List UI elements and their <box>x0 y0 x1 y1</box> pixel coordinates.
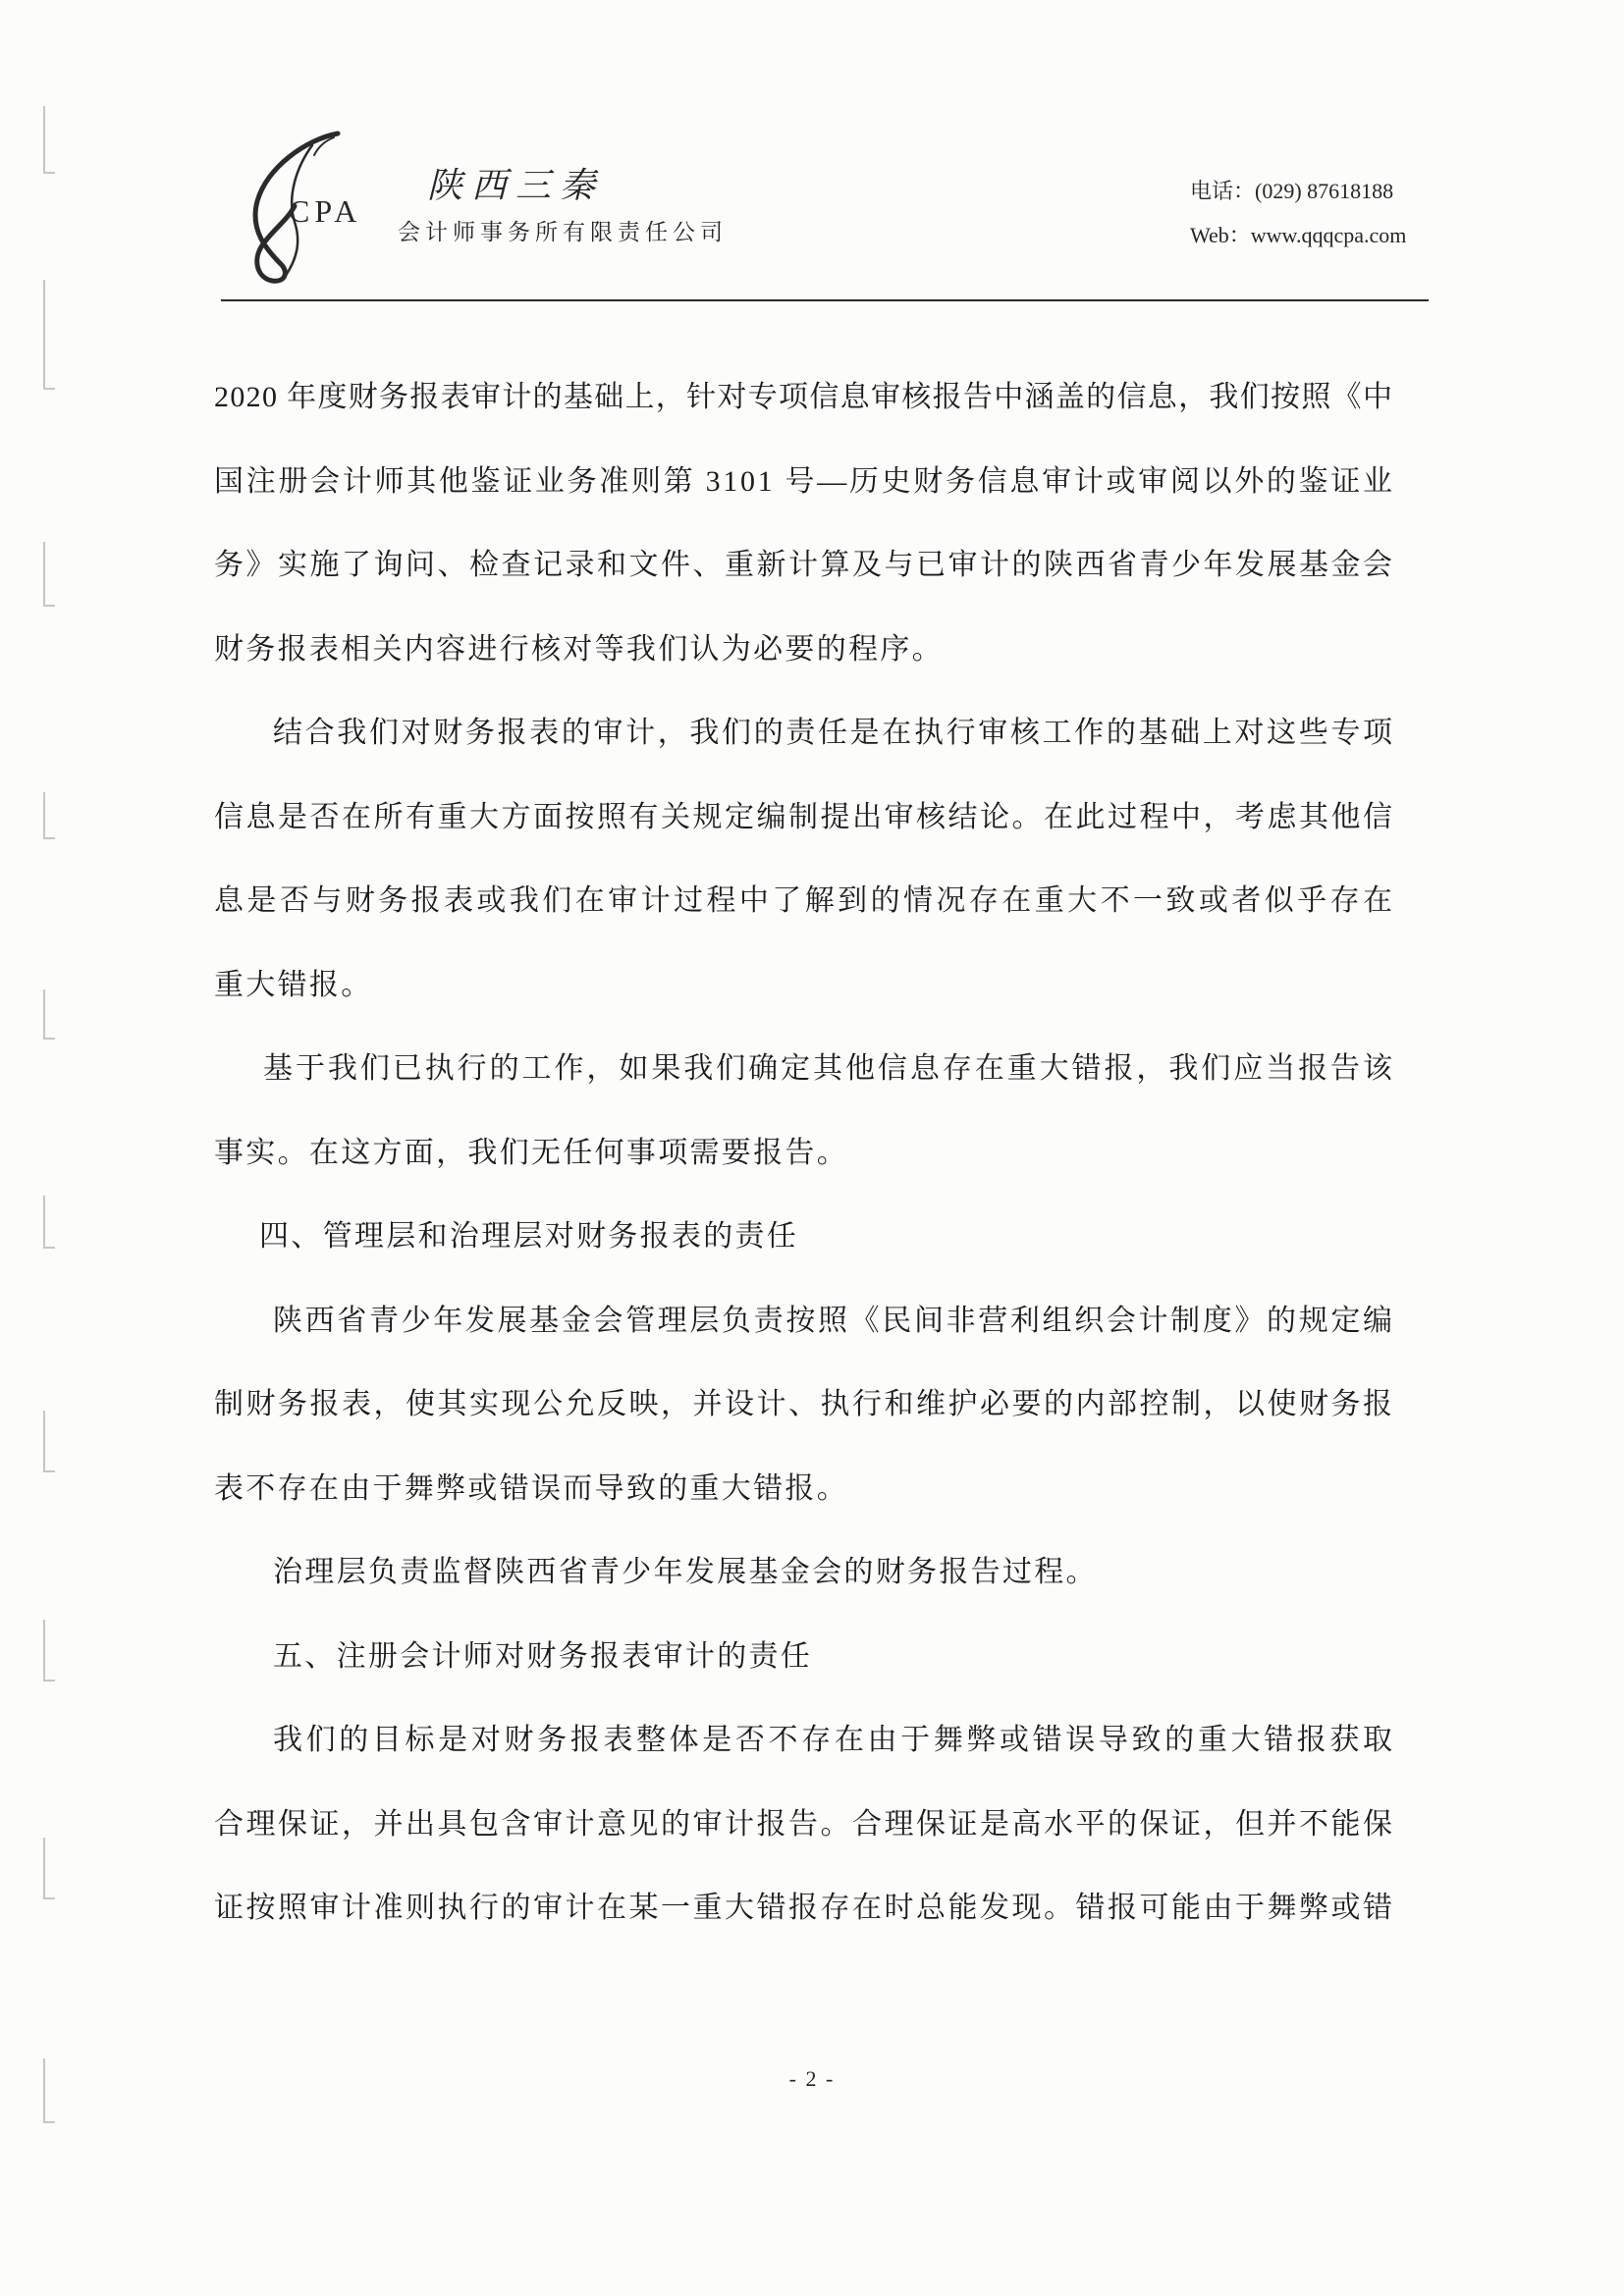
paragraph <box>214 1279 1395 1531</box>
website: Web：www.qqqcpa.com <box>1190 223 1407 247</box>
text-line: 制财务报表，使其实现公允反映，并设计、执行和维护必要的内部控制，以使财务报 <box>214 1388 1395 1420</box>
company-logo <box>228 128 390 285</box>
text-line: 证按照审计准则执行的审计在某一重大错报存在时总能发现。错报可能由于舞弊或错 <box>214 1892 1395 1924</box>
binding-mark <box>43 792 55 839</box>
text-line: 国注册会计师其他鉴证业务准则第 3101 号—历史财务信息审计或审阅以外的鉴证业 <box>214 464 1395 498</box>
binding-mark <box>43 1411 55 1472</box>
report-body <box>214 355 1396 1950</box>
paragraph <box>214 691 1396 1027</box>
text-line: 我们的目标是对财务报表整体是否不存在由于舞弊或错误导致的重大错报获取 <box>273 1724 1396 1756</box>
text-line: 陕西省青少年发展基金会管理层负责按照《民间非营利组织会计制度》的规定编 <box>273 1304 1395 1337</box>
binding-mark <box>43 1620 55 1682</box>
logo-lettering: CPA <box>289 193 362 229</box>
text-line: 治理层负责监督陕西省青少年发展基金会的财务报告过程。 <box>273 1556 1098 1588</box>
page-number: - 2 - <box>788 2066 836 2091</box>
text-line: 息是否与财务报表或我们在审计过程中了解到的情况存在重大不一致或者似乎存在 <box>214 884 1396 917</box>
text-line: 2020 年度财务报表审计的基础上，针对专项信息审核报告中涵盖的信息，我们按照《中 <box>214 381 1394 413</box>
text-line: 财务报表相关内容进行核对等我们认为必要的程序。 <box>214 632 944 666</box>
binding-mark <box>43 989 55 1040</box>
paragraph <box>214 1027 1395 1195</box>
paragraph <box>214 1698 1396 1950</box>
text-line: 表不存在由于舞弊或错误而导致的重大错报。 <box>214 1471 848 1505</box>
company-name: 陕西三秦 <box>427 166 605 205</box>
phone-number: 电话：(029) 87618188 <box>1190 179 1394 203</box>
text-line: 基于我们已执行的工作，如果我们确定其他信息存在重大错报，我们应当报告该 <box>263 1052 1395 1085</box>
text-line: 信息是否在所有重大方面按照有关规定编制提出审核结论。在此过程中，考虑其他信 <box>214 800 1395 833</box>
text-line: 务》实施了询问、检查记录和文件、重新计算及与已审计的陕西省青少年发展基金会 <box>214 549 1395 581</box>
binding-mark <box>43 280 55 390</box>
paragraph <box>214 1530 1392 1615</box>
binding-mark <box>43 542 55 607</box>
company-subtitle: 会计师事务所有限责任公司 <box>398 220 728 244</box>
section-heading: 五、注册会计师对财务报表审计的责任 <box>273 1639 813 1673</box>
paragraph <box>214 355 1395 691</box>
text-line: 事实。在这方面，我们无任何事项需要报告。 <box>214 1136 848 1169</box>
text-line: 合理保证，并出具包含审计意见的审计报告。合理保证是高水平的保证，但并不能保 <box>214 1807 1395 1841</box>
text-line: 重大错报。 <box>214 968 373 1001</box>
binding-mark <box>43 1196 55 1249</box>
binding-mark <box>43 106 55 174</box>
section-heading: 四、管理层和治理层对财务报表的责任 <box>259 1220 799 1253</box>
header-divider <box>221 299 1429 301</box>
text-line: 结合我们对财务报表的审计，我们的责任是在执行审核工作的基础上对这些专项 <box>273 717 1395 749</box>
binding-mark <box>43 1838 55 1899</box>
